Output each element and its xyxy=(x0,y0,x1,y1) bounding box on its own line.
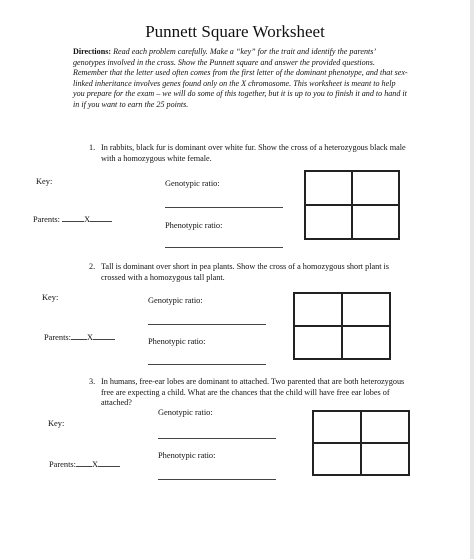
problem-2-phenotypic-label: Phenotypic ratio: xyxy=(148,337,206,346)
cross-symbol: X xyxy=(84,215,91,224)
directions-paragraph xyxy=(73,47,408,111)
problem-3-phenotypic-answer-line[interactable] xyxy=(158,479,276,480)
problem-1-number: 1. xyxy=(89,143,96,152)
problem-2-genotypic-answer-line[interactable] xyxy=(148,324,266,325)
parent-2-blank[interactable] xyxy=(90,213,112,222)
parent-1-blank[interactable] xyxy=(71,331,87,340)
problem-2-key-label: Key: xyxy=(42,293,59,302)
punnett-cell[interactable] xyxy=(313,411,361,443)
page-edge xyxy=(470,0,474,559)
cross-symbol: X xyxy=(86,333,94,342)
parents-label: Parents: xyxy=(49,460,76,469)
problem-2-punnett-square[interactable] xyxy=(293,292,391,360)
problem-1-punnett-square[interactable] xyxy=(304,170,400,240)
parents-label: Parents: xyxy=(33,215,60,224)
problem-2-text: Tall is dominant over short in pea plants. Show the cross of a homozygous short plant is crossed with a homozygous tall plant. xyxy=(101,262,389,282)
problem-3-number: 3. xyxy=(89,377,96,386)
problem-1-phenotypic-answer-line[interactable] xyxy=(165,247,283,248)
cross-symbol: X xyxy=(91,460,99,469)
directions-text: Read each problem carefully. Make a “key” for the trait and identify the parents’ genotypes involved in the cross. Show the Punnett square and answer the provided questions. Remember that the letter used often comes from the first letter of the dominant phenotype, and that sex-linked inheritance involves genes found only on the X chromosome. This worksheet is meant to help you prepare for the exam – we will do some of this together, but it is up to you to finish it and to hand it in if you want to earn the 25 points. xyxy=(73,47,408,109)
punnett-cell[interactable] xyxy=(294,326,342,359)
punnett-cell[interactable] xyxy=(342,293,390,326)
problem-1-text: In rabbits, black fur is dominant over white fur. Show the cross of a heterozygous black male with a homozygous white female. xyxy=(101,143,406,163)
parent-1-blank[interactable] xyxy=(62,213,84,222)
parent-1-blank[interactable] xyxy=(76,458,92,467)
punnett-cell[interactable] xyxy=(352,205,399,239)
parent-2-blank[interactable] xyxy=(93,331,115,340)
punnett-cell[interactable] xyxy=(342,326,390,359)
page-title: Punnett Square Worksheet xyxy=(145,22,325,41)
parents-label: Parents: xyxy=(44,333,71,342)
problem-3-parents xyxy=(49,458,120,469)
problem-1-genotypic-answer-line[interactable] xyxy=(165,207,283,208)
punnett-cell[interactable] xyxy=(305,171,352,205)
problem-2-number: 2. xyxy=(89,262,96,271)
punnett-cell[interactable] xyxy=(361,443,409,475)
problem-3-key-label: Key: xyxy=(48,419,65,428)
problem-1-parents xyxy=(33,213,112,224)
problem-3-genotypic-answer-line[interactable] xyxy=(158,438,276,439)
punnett-cell[interactable] xyxy=(352,171,399,205)
problem-3-punnett-square[interactable] xyxy=(312,410,410,476)
directions-label: Directions: xyxy=(73,47,112,56)
punnett-cell[interactable] xyxy=(294,293,342,326)
problem-2-parents xyxy=(44,331,115,342)
problem-1-key-label: Key: xyxy=(36,177,53,186)
punnett-cell[interactable] xyxy=(313,443,361,475)
problem-3-phenotypic-label: Phenotypic ratio: xyxy=(158,451,216,460)
problem-1-phenotypic-label: Phenotypic ratio: xyxy=(165,221,223,230)
problem-2-genotypic-label: Genotypic ratio: xyxy=(148,296,203,305)
punnett-cell[interactable] xyxy=(361,411,409,443)
parent-2-blank[interactable] xyxy=(98,458,120,467)
problem-2-phenotypic-answer-line[interactable] xyxy=(148,364,266,365)
problem-3-text: In humans, free-ear lobes are dominant to attached. Two parented that are both heterozygous free are expecting a child. What are the chances that the child will have free ear lobes of attached? xyxy=(101,377,405,407)
punnett-cell[interactable] xyxy=(305,205,352,239)
problem-3-genotypic-label: Genotypic ratio: xyxy=(158,408,213,417)
problem-1-genotypic-label: Genotypic ratio: xyxy=(165,179,220,188)
